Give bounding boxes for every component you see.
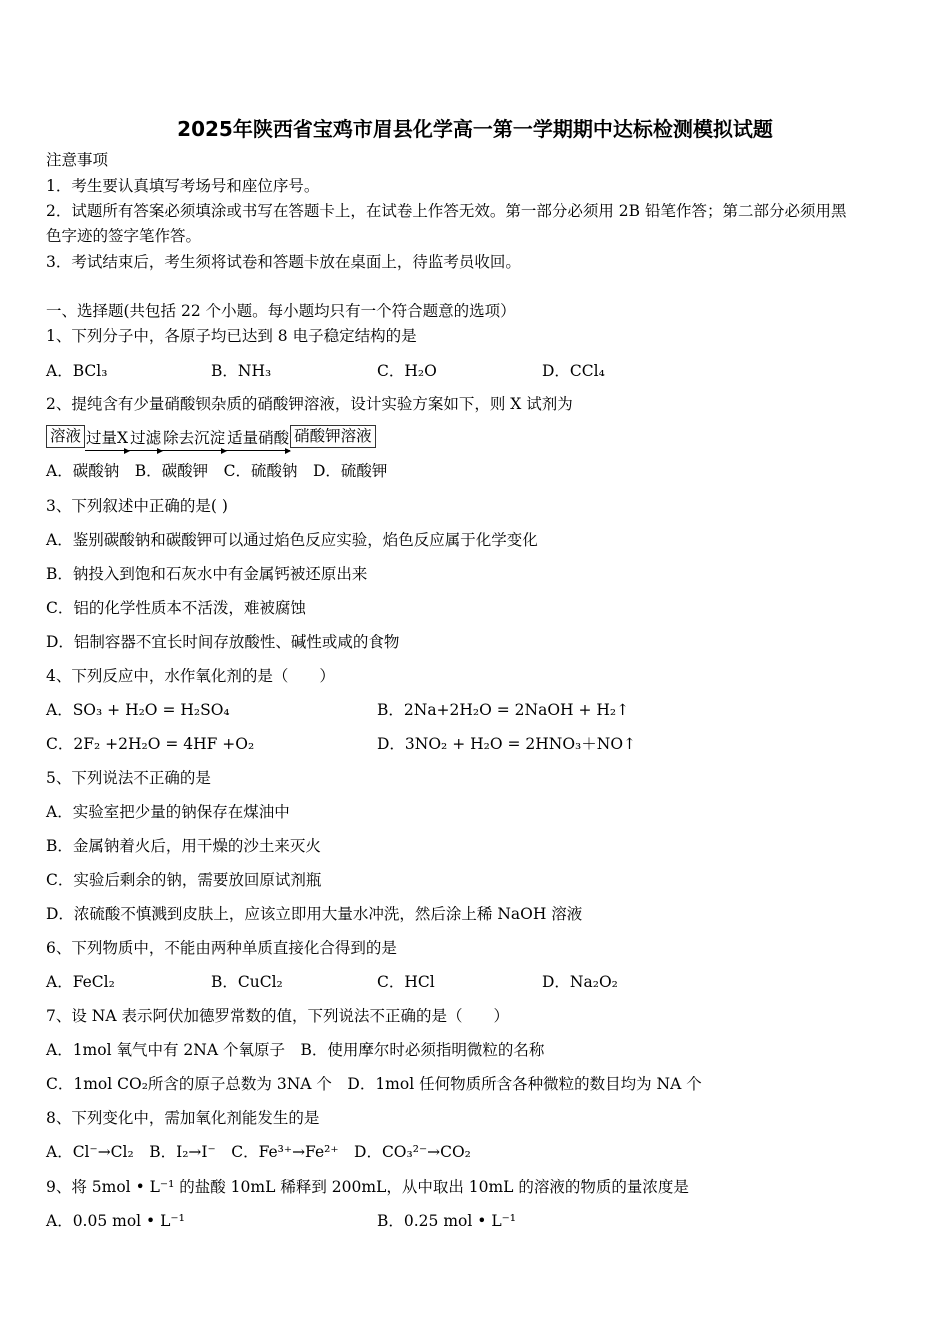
flow-step-arrow: 除去沉淀 xyxy=(162,426,226,448)
answer-option: B．钠投入到饱和石灰水中有金属钙被还原出来 xyxy=(46,565,368,583)
answer-option: C．H₂O xyxy=(377,362,437,380)
flow-step-arrow: 过量X xyxy=(85,426,129,448)
question-stem: 9、将 5mol • L⁻¹ 的盐酸 10mL 稀释到 200mL，从中取出 10mL 的溶液的物质的量浓度是 xyxy=(46,1178,689,1196)
answer-option: A．鉴别碳酸钠和碳酸钾可以通过焰色反应实验，焰色反应属于化学变化 xyxy=(46,531,538,549)
flow-end: 硝酸钾溶液 xyxy=(290,425,376,448)
answer-option: B．金属钠着火后，用干燥的沙土来灭火 xyxy=(46,837,321,855)
question-stem: 1、下列分子中，各原子均已达到 8 电子稳定结构的是 xyxy=(46,327,417,345)
section-heading: 一、选择题(共包括 22 个小题。每小题均只有一个符合题意的选项） xyxy=(46,302,516,320)
notice-line: 1．考生要认真填写考场号和座位序号。 xyxy=(46,177,320,195)
answer-option: A．BCl₃ xyxy=(46,362,108,380)
flow-step-arrow: 过滤 xyxy=(129,426,162,448)
answer-option: C．1mol CO₂所含的原子总数为 3NA 个 D．1mol 任何物质所含各种微粒的数目均为 NA 个 xyxy=(46,1075,702,1093)
answer-option: A．碳酸钠 B．碳酸钾 C．硫酸钠 D．硫酸钾 xyxy=(46,462,388,480)
page-title: 2025年陕西省宝鸡市眉县化学高一第一学期期中达标检测模拟试题 xyxy=(177,117,773,141)
answer-option: B．CuCl₂ xyxy=(211,973,283,991)
answer-option: A．FeCl₂ xyxy=(46,973,115,991)
answer-option: A．0.05 mol • L⁻¹ xyxy=(46,1212,185,1230)
flow-step-arrow: 适量硝酸 xyxy=(226,426,290,448)
notice-line: 色字迹的签字笔作答。 xyxy=(46,227,202,245)
answer-option: D．浓硫酸不慎溅到皮肤上，应该立即用大量水冲洗，然后涂上稀 NaOH 溶液 xyxy=(46,905,583,923)
answer-option: D．铝制容器不宜长时间存放酸性、碱性或咸的食物 xyxy=(46,633,400,651)
answer-option: D．3NO₂ + H₂O = 2HNO₃＋NO↑ xyxy=(377,735,637,753)
answer-option: A．Cl⁻→Cl₂ B．I₂→I⁻ C．Fe³⁺→Fe²⁺ D．CO₃²⁻→CO₂ xyxy=(46,1143,471,1161)
question-stem: 4、下列反应中，水作氧化剂的是（ ） xyxy=(46,667,335,685)
question-stem: 8、下列变化中，需加氧化剂能发生的是 xyxy=(46,1109,320,1127)
answer-option: C．实验后剩余的钠，需要放回原试剂瓶 xyxy=(46,871,322,889)
answer-option: B．NH₃ xyxy=(211,362,272,380)
answer-option: D．Na₂O₂ xyxy=(542,973,618,991)
flow-start: 溶液 xyxy=(46,425,85,448)
question-stem: 7、设 NA 表示阿伏加德罗常数的值，下列说法不正确的是（ ） xyxy=(46,1007,509,1025)
answer-option: A．1mol 氧气中有 2NA 个氧原子 B．使用摩尔时必须指明微粒的名称 xyxy=(46,1041,545,1059)
answer-option: C．铝的化学性质本不活泼，难被腐蚀 xyxy=(46,599,306,617)
flow-diagram xyxy=(46,425,376,448)
answer-option: D．CCl₄ xyxy=(542,362,605,380)
answer-option: B．2Na+2H₂O = 2NaOH + H₂↑ xyxy=(377,701,630,719)
answer-option: C．HCl xyxy=(377,973,435,991)
answer-option: B．0.25 mol • L⁻¹ xyxy=(377,1212,517,1230)
answer-option: C．2F₂ +2H₂O = 4HF +O₂ xyxy=(46,735,255,753)
answer-option: A．实验室把少量的钠保存在煤油中 xyxy=(46,803,290,821)
answer-option: A．SO₃ + H₂O = H₂SO₄ xyxy=(46,701,230,719)
question-stem: 3、下列叙述中正确的是( ) xyxy=(46,497,228,515)
notice-line: 3．考试结束后，考生须将试卷和答题卡放在桌面上，待监考员收回。 xyxy=(46,253,521,271)
question-stem: 2、提纯含有少量硝酸钡杂质的硝酸钾溶液，设计实验方案如下，则 X 试剂为 xyxy=(46,395,573,413)
question-stem: 5、下列说法不正确的是 xyxy=(46,769,211,787)
notice-line: 2．试题所有答案必须填涂或书写在答题卡上，在试卷上作答无效。第一部分必须用 2B 铅笔作答；第二部分必须用黑 xyxy=(46,202,847,220)
question-stem: 6、下列物质中，不能由两种单质直接化合得到的是 xyxy=(46,939,397,957)
notice-heading: 注意事项 xyxy=(46,151,109,169)
